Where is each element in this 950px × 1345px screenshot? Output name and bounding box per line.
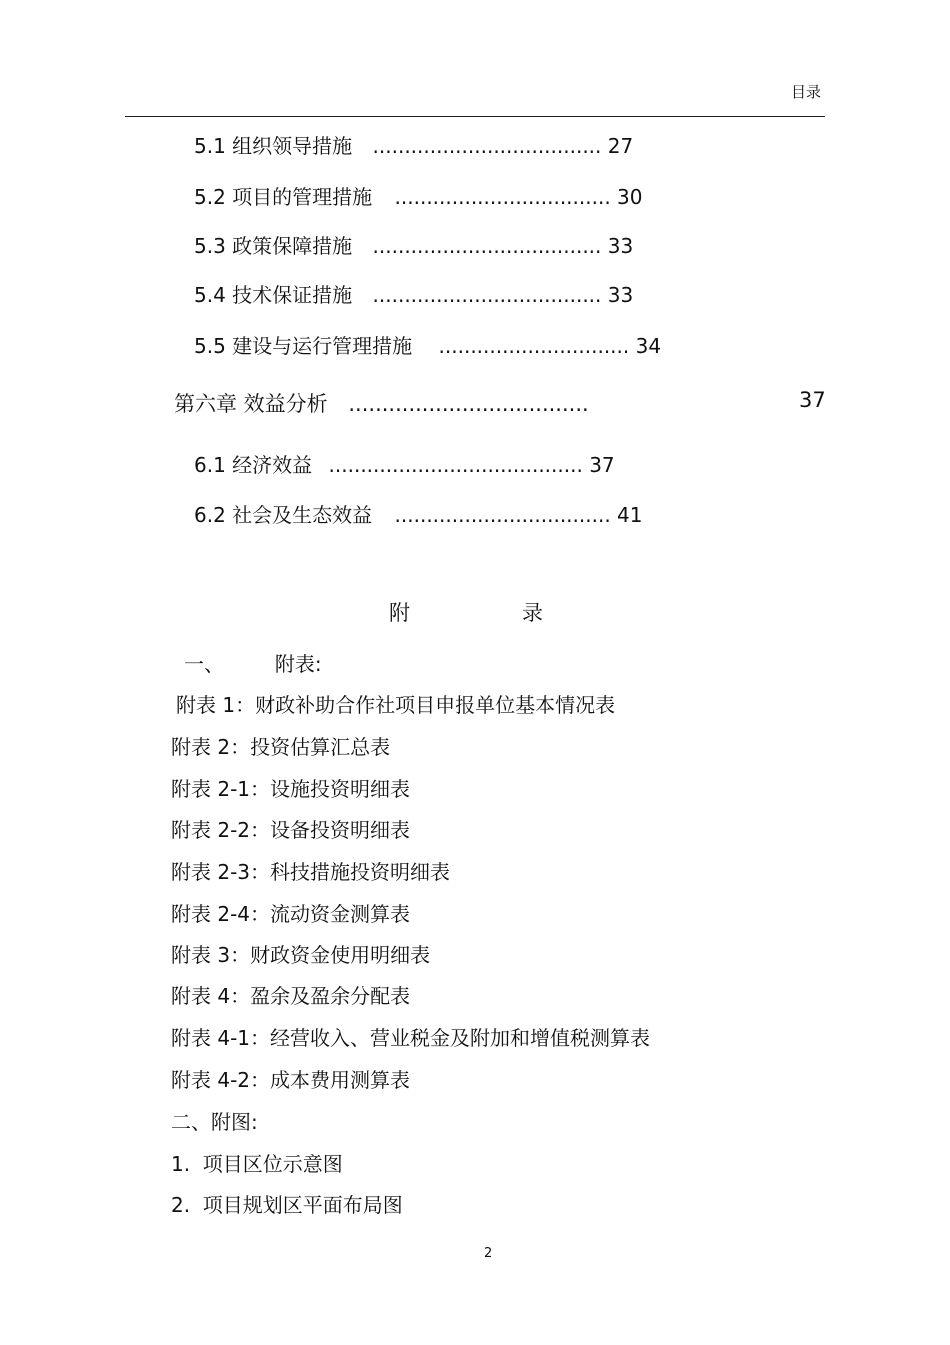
toc-dots: .................................... [372, 234, 602, 258]
toc-entry-5-2[interactable] [194, 181, 643, 210]
header-rule [125, 116, 825, 117]
appendix-table-item: 附表 2-1：设施投资明细表 [171, 777, 411, 801]
appendix-title-left: 附 [389, 601, 410, 625]
toc-dots: ........................................ [328, 453, 583, 477]
appendix-table-item: 附表 1：财政补助合作社项目申报单位基本情况表 [176, 693, 616, 717]
page-number: 2 [484, 1246, 493, 1261]
toc-page: 33 [607, 234, 634, 258]
appendix-tables-heading: 一、 附表: [184, 652, 322, 676]
toc-entry-5-3[interactable] [194, 230, 633, 259]
toc-page: 30 [617, 185, 643, 209]
toc-entry-5-5[interactable] [194, 330, 661, 359]
toc-dots: .................................. [394, 503, 611, 527]
toc-dots: .................................... [348, 392, 589, 416]
appendix-table-item: 附表 2：投资估算汇总表 [171, 735, 391, 759]
toc-label: 6.1 经济效益 [194, 453, 313, 477]
appendix-table-item: 附表 4-2：成本费用测算表 [171, 1068, 411, 1092]
toc-dots: .................................. [394, 185, 611, 209]
toc-page: 34 [635, 334, 662, 358]
toc-chapter-6[interactable] [174, 388, 589, 418]
toc-label: 5.1 组织领导措施 [194, 134, 353, 158]
toc-entry-5-4[interactable] [194, 279, 633, 308]
toc-label: 5.2 项目的管理措施 [194, 185, 373, 209]
appendix-table-item: 附表 3：财政资金使用明细表 [171, 943, 431, 967]
appendix-table-item: 附表 4：盈余及盈余分配表 [171, 984, 411, 1008]
toc-chapter-6-page: 37 [799, 388, 826, 412]
toc-page: 33 [607, 283, 634, 307]
toc-page: 37 [589, 453, 615, 477]
toc-entry-6-1[interactable] [194, 449, 615, 478]
appendix-title-right: 录 [522, 601, 543, 625]
appendix-table-item: 附表 2-3：科技措施投资明细表 [171, 860, 451, 884]
appendix-table-item: 附表 2-4：流动资金测算表 [171, 902, 411, 926]
toc-label: 5.3 政策保障措施 [194, 234, 353, 258]
toc-page: 27 [607, 134, 634, 158]
toc-label: 5.5 建设与运行管理措施 [194, 334, 413, 358]
toc-dots: .............................. [438, 334, 630, 358]
toc-label: 5.4 技术保证措施 [194, 283, 353, 307]
appendix-figure-item: 1. 项目区位示意图 [171, 1152, 343, 1176]
toc-chapter-label: 第六章 效益分析 [174, 392, 328, 416]
appendix-table-item: 附表 4-1：经营收入、营业税金及附加和增值税测算表 [171, 1026, 651, 1050]
toc-label: 6.2 社会及生态效益 [194, 503, 373, 527]
toc-dots: .................................... [372, 283, 602, 307]
toc-dots: .................................... [372, 134, 602, 158]
page-header-title: 目录 [791, 83, 822, 101]
appendix-figure-item: 2. 项目规划区平面布局图 [171, 1193, 403, 1217]
toc-entry-6-2[interactable] [194, 499, 643, 528]
appendix-figures-heading: 二、附图: [171, 1110, 258, 1134]
appendix-table-item: 附表 2-2：设备投资明细表 [171, 818, 411, 842]
toc-page: 41 [617, 503, 643, 527]
toc-entry-5-1[interactable] [194, 130, 633, 159]
